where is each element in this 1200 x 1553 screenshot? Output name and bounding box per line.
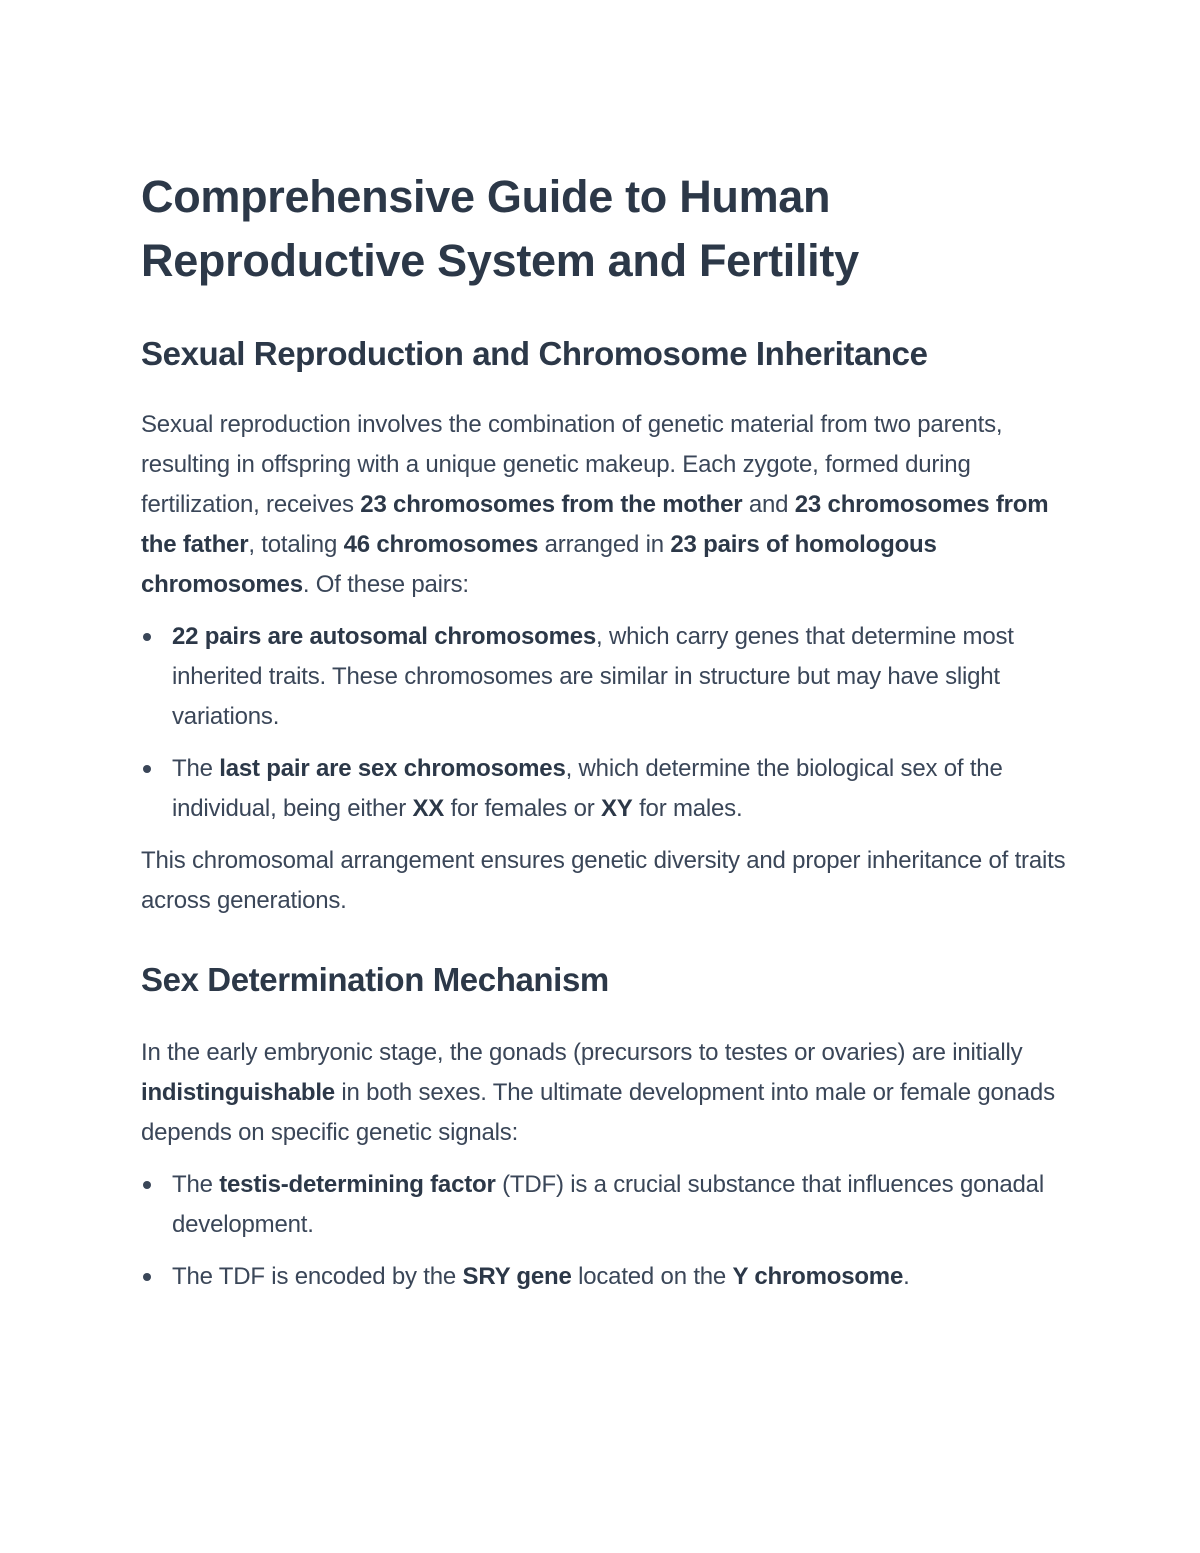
section-chromosome-inheritance	[141, 325, 1066, 921]
bold-text: Y chromosome	[732, 1263, 904, 1290]
bold-text: 23 pairs of homologous chromosomes	[141, 531, 937, 598]
bullet-icon	[143, 1273, 151, 1281]
bold-text: 23 chromosomes from the mother	[360, 491, 743, 518]
bold-text: SRY gene	[462, 1263, 572, 1290]
closing-paragraph: This chromosomal arrangement ensures genetic diversity and proper inheritance of traits across generations.	[141, 847, 1066, 914]
bold-text: 23 chromosomes from the father	[141, 491, 1049, 558]
section-sex-determination	[141, 951, 1066, 1297]
section-heading: Sex Determination Mechanism	[141, 961, 609, 998]
section-heading: Sexual Reproduction and Chromosome Inheritance	[141, 335, 928, 372]
bold-text: last pair are sex chromosomes	[219, 755, 566, 782]
list-item: The TDF is encoded by the SRY gene located on the Y chromosome.	[141, 1257, 1066, 1297]
list-item: 22 pairs are autosomal chromosomes, which carry genes that determine most inherited traits. These chromosomes are similar in structure but may have slight variations.	[141, 617, 1066, 737]
bold-text: XX	[412, 795, 445, 822]
bold-text: 22 pairs are autosomal chromosomes	[172, 623, 597, 650]
page-title: Comprehensive Guide to Human Reproductive System and Fertility	[141, 171, 859, 286]
document-page	[141, 165, 1066, 1309]
intro-paragraph: In the early embryonic stage, the gonads (precursors to testes or ovaries) are initially indistinguishable in both sexes. The ultimate development into male or female gonads depends on specific genetic signals:	[141, 1039, 1055, 1146]
bold-text: testis-determining factor	[219, 1171, 496, 1198]
bullet-icon	[143, 765, 151, 773]
bold-text: indistinguishable	[141, 1079, 335, 1106]
bullet-icon	[143, 633, 151, 641]
list-item: The testis-determining factor (TDF) is a crucial substance that influences gonadal development.	[141, 1165, 1066, 1245]
bullet-icon	[143, 1181, 151, 1189]
intro-paragraph: Sexual reproduction involves the combination of genetic material from two parents, resulting in offspring with a unique genetic makeup. Each zygote, formed during fertilization, receives 23 chromosomes from the mother and 23 chromosomes from the father, totaling 46 chromosomes arranged in 23 pairs of homologous chromosomes. Of these pairs:	[141, 411, 1049, 598]
list-item: The last pair are sex chromosomes, which determine the biological sex of the individual, being either XX for females or XY for males.	[141, 749, 1066, 829]
bullet-list	[141, 1165, 1066, 1297]
bold-text: XY	[600, 795, 633, 822]
bold-text: 46 chromosomes	[343, 531, 539, 558]
bullet-list	[141, 617, 1066, 829]
